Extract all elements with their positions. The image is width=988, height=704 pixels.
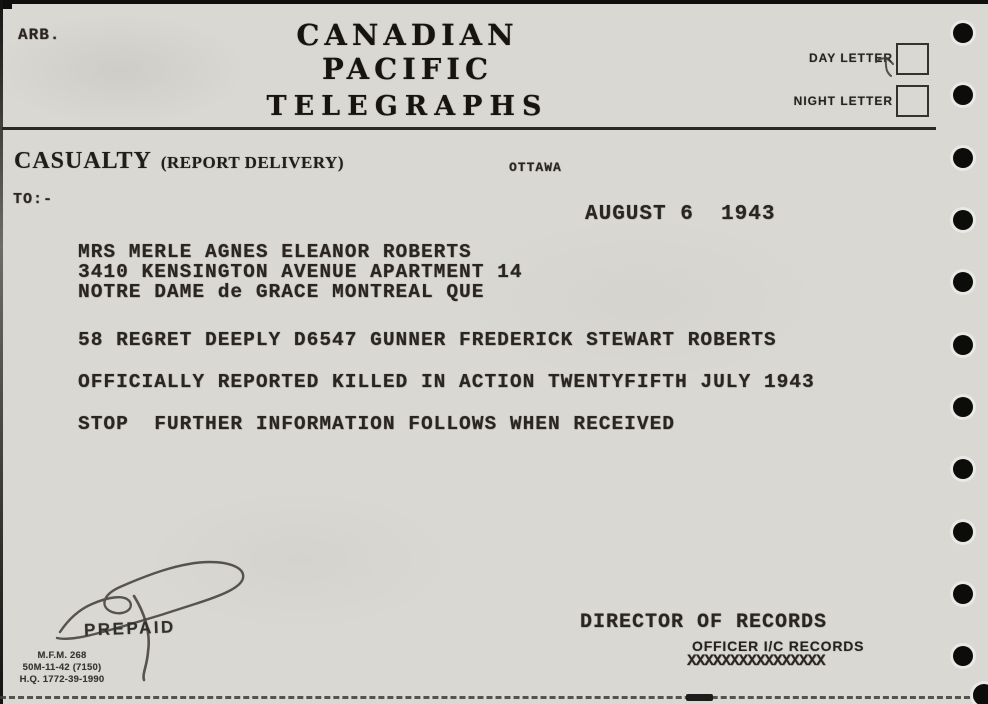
binder-hole bbox=[953, 584, 973, 604]
binder-hole bbox=[953, 23, 973, 43]
binder-hole bbox=[953, 148, 973, 168]
header-rule bbox=[2, 127, 936, 130]
scan-left-edge bbox=[0, 0, 3, 704]
ink-smudge bbox=[686, 694, 713, 701]
form-number-line3: H.Q. 1772-39-1990 bbox=[19, 674, 105, 685]
scan-top-edge bbox=[0, 0, 988, 4]
form-number-line2: 50M-11-42 (7150) bbox=[22, 662, 102, 673]
binder-hole bbox=[953, 210, 973, 230]
message-line-2: OFFICIALLY REPORTED KILLED IN ACTION TWENTYFIFTH JULY 1943 bbox=[78, 371, 815, 393]
recipient-address-block bbox=[78, 242, 523, 302]
message-line-3: STOP FURTHER INFORMATION FOLLOWS WHEN RECEIVED bbox=[78, 413, 675, 435]
company-masthead bbox=[205, 18, 610, 122]
masthead-line1: CANADIAN PACIFIC bbox=[296, 18, 519, 86]
service-classification bbox=[14, 148, 344, 175]
service-note-text: (REPORT DELIVERY) bbox=[160, 153, 344, 172]
form-number-block bbox=[10, 650, 114, 686]
form-number-line1: M.F.M. 268 bbox=[37, 650, 87, 661]
officer-line: OFFICER I/C RECORDS bbox=[692, 638, 865, 654]
message-line-1: 58 REGRET DEEPLY D6547 GUNNER FREDERICK STEWART ROBERTS bbox=[78, 329, 777, 351]
routing-mark: ARB. bbox=[18, 26, 61, 44]
recipient-street: 3410 KENSINGTON AVENUE APARTMENT 14 bbox=[78, 261, 523, 283]
night-letter-label: NIGHT LETTER bbox=[793, 94, 893, 108]
binder-hole bbox=[953, 335, 973, 355]
date-line: AUGUST 6 1943 bbox=[585, 203, 776, 226]
binder-hole bbox=[953, 397, 973, 417]
service-class-text: CASUALTY bbox=[14, 148, 152, 174]
binder-hole bbox=[973, 684, 988, 704]
perforation-line bbox=[0, 696, 988, 699]
obliterated-line: XXXXXXXXXXXXXXXX bbox=[687, 652, 825, 670]
prepaid-stamp: PREPAID bbox=[83, 617, 177, 640]
origin-office: OTTAWA bbox=[509, 160, 562, 175]
sender-title: DIRECTOR OF RECORDS bbox=[580, 611, 828, 634]
recipient-city: NOTRE DAME de GRACE MONTREAL QUE bbox=[78, 281, 485, 303]
binder-hole bbox=[953, 85, 973, 105]
recipient-name: MRS MERLE AGNES ELEANOR ROBERTS bbox=[78, 241, 472, 263]
night-letter-checkbox bbox=[896, 85, 929, 117]
binder-hole bbox=[953, 646, 973, 666]
binder-hole bbox=[953, 459, 973, 479]
to-label: TO:- bbox=[13, 191, 54, 208]
masthead-line2: TELEGRAPHS bbox=[266, 91, 549, 122]
day-letter-label: DAY LETTER bbox=[808, 51, 893, 65]
pen-scribble-mark bbox=[872, 50, 906, 82]
binder-hole bbox=[953, 522, 973, 542]
binder-hole bbox=[953, 272, 973, 292]
